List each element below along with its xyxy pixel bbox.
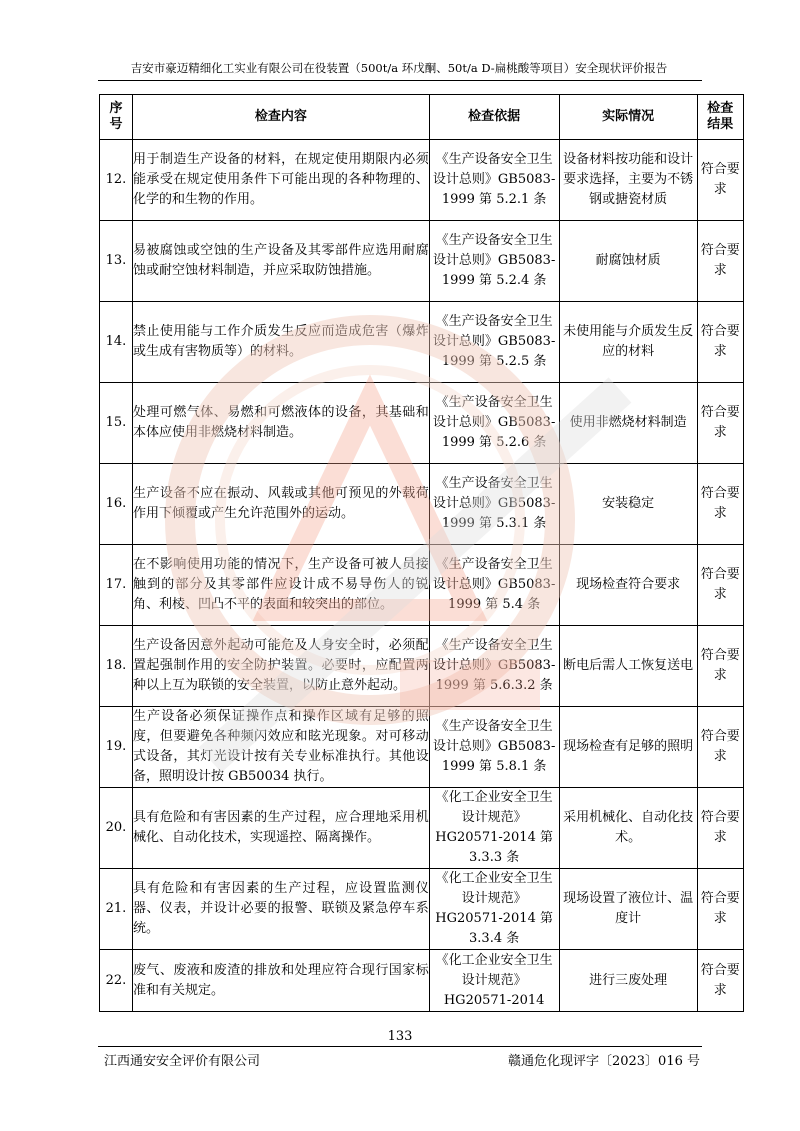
row-number: 17.	[100, 545, 133, 626]
check-content: 生产设备不应在振动、风载或其他可预见的外载荷作用下倾覆或产生允许范围外的运动。	[132, 464, 429, 545]
check-result: 符合要求	[697, 383, 743, 464]
page-number: 133	[387, 1029, 413, 1044]
actual-situation: 耐腐蚀材质	[559, 221, 697, 302]
table-row	[100, 383, 744, 464]
check-basis: 《生产设备安全卫生设计总则》GB5083-1999 第 5.3.1 条	[429, 464, 559, 545]
header-rule	[98, 80, 702, 81]
table-header-row	[100, 95, 744, 140]
check-result: 符合要求	[697, 869, 743, 950]
table-row	[100, 464, 744, 545]
check-basis: 《生产设备安全卫生设计总则》GB5083-1999 第 5.2.1 条	[429, 140, 559, 221]
actual-situation: 断电后需人工恢复送电	[559, 626, 697, 707]
check-content: 具有危险和有害因素的生产过程，应合理地采用机械化、自动化技术，实现遥控、隔离操作。	[132, 788, 429, 869]
check-basis: 《化工企业安全卫生设计规范》HG20571-2014	[429, 950, 559, 1012]
check-basis: 《生产设备安全卫生设计总则》GB5083-1999 第 5.2.5 条	[429, 302, 559, 383]
row-number: 21.	[100, 869, 133, 950]
row-number: 13.	[100, 221, 133, 302]
actual-situation: 现场检查有足够的照明	[559, 707, 697, 788]
actual-situation: 未使用能与介质发生反应的材料	[559, 302, 697, 383]
check-content: 生产设备必须保证操作点和操作区域有足够的照度，但要避免各种频闪效应和眩光现象。对可移动式设备，其灯光设计按有关专业标准执行。其他设备，照明设计按 GB50034 执行。	[132, 707, 429, 788]
actual-situation: 进行三废处理	[559, 950, 697, 1012]
row-number: 15.	[100, 383, 133, 464]
row-number: 12.	[100, 140, 133, 221]
table-row	[100, 707, 744, 788]
table-row	[100, 950, 744, 1012]
check-basis: 《生产设备安全卫生设计总则》GB5083-1999 第 5.6.3.2 条	[429, 626, 559, 707]
actual-situation: 安装稳定	[559, 464, 697, 545]
check-content: 在不影响使用功能的情况下，生产设备可被人员接触到的部分及其零部件应设计成不易导伤人的锐角、利棱、凹凸不平的表面和较突出的部位。	[132, 545, 429, 626]
check-result: 符合要求	[697, 788, 743, 869]
row-number: 18.	[100, 626, 133, 707]
row-number: 14.	[100, 302, 133, 383]
check-content: 具有危险和有害因素的生产过程，应设置监测仪器、仪表，并设计必要的报警、联锁及紧急停车系统。	[132, 869, 429, 950]
footer-report-number: 赣通危化现评字〔2023〕016 号	[507, 1054, 700, 1069]
check-basis: 《生产设备安全卫生设计总则》GB5083-1999 第 5.2.4 条	[429, 221, 559, 302]
table-row	[100, 869, 744, 950]
table-row	[100, 626, 744, 707]
actual-situation: 使用非燃烧材料制造	[559, 383, 697, 464]
row-number: 22.	[100, 950, 133, 1012]
check-result: 符合要求	[697, 464, 743, 545]
check-content: 禁止使用能与工作介质发生反应而造成危害（爆炸或生成有害物质等）的材料。	[132, 302, 429, 383]
page-header-title: 吉安市豪迈精细化工实业有限公司在役装置（500t/a 环戊酮、50t/a D-扁桃酸等项目）安全现状评价报告	[130, 61, 668, 75]
actual-situation: 设备材料按功能和设计要求选择，主要为不锈钢或搪瓷材质	[559, 140, 697, 221]
actual-situation: 采用机械化、自动化技术。	[559, 788, 697, 869]
column-header-no	[100, 95, 133, 140]
check-basis: 《化工企业安全卫生设计规范》HG20571-2014 第 3.3.4 条	[429, 869, 559, 950]
column-header-label: 序号	[109, 101, 123, 132]
column-header-label: 检查结果	[707, 101, 734, 132]
table-row	[100, 545, 744, 626]
actual-situation: 现场检查符合要求	[559, 545, 697, 626]
table-row	[100, 221, 744, 302]
row-number: 16.	[100, 464, 133, 545]
actual-situation: 现场设置了液位计、温度计	[559, 869, 697, 950]
check-basis: 《生产设备安全卫生设计总则》GB5083-1999 第 5.4 条	[429, 545, 559, 626]
table-row	[100, 788, 744, 869]
check-result: 符合要求	[697, 950, 743, 1012]
column-header-basis: 检查依据	[429, 95, 559, 140]
check-result: 符合要求	[697, 302, 743, 383]
table-row	[100, 140, 744, 221]
check-content: 用于制造生产设备的材料，在规定使用期限内必须能承受在规定使用条件下可能出现的各种物理的、化学的和生物的作用。	[132, 140, 429, 221]
check-content: 易被腐蚀或空蚀的生产设备及其零部件应选用耐腐蚀或耐空蚀材料制造，并应采取防蚀措施。	[132, 221, 429, 302]
row-number: 19.	[100, 707, 133, 788]
check-result: 符合要求	[697, 626, 743, 707]
check-result: 符合要求	[697, 140, 743, 221]
footer-rule	[98, 1046, 702, 1047]
row-number: 20.	[100, 788, 133, 869]
check-content: 生产设备因意外起动可能危及人身安全时，必须配置起强制作用的安全防护装置。必要时，应配置两种以上互为联锁的安全装置，以防止意外起动。	[132, 626, 429, 707]
check-basis: 《生产设备安全卫生设计总则》GB5083-1999 第 5.2.6 条	[429, 383, 559, 464]
column-header-result	[697, 95, 743, 140]
check-basis: 《化工企业安全卫生设计规范》HG20571-2014 第 3.3.3 条	[429, 788, 559, 869]
check-content: 处理可燃气体、易燃和可燃液体的设备，其基础和本体应使用非燃烧材料制造。	[132, 383, 429, 464]
check-basis: 《生产设备安全卫生设计总则》GB5083-1999 第 5.8.1 条	[429, 707, 559, 788]
footer-company: 江西通安安全评价有限公司	[104, 1054, 261, 1069]
inspection-table	[99, 94, 744, 1012]
check-result: 符合要求	[697, 707, 743, 788]
column-header-content: 检查内容	[132, 95, 429, 140]
check-result: 符合要求	[697, 221, 743, 302]
check-content: 废气、废液和废渣的排放和处理应符合现行国家标准和有关规定。	[132, 950, 429, 1012]
column-header-actual: 实际情况	[559, 95, 697, 140]
check-result: 符合要求	[697, 545, 743, 626]
table-row	[100, 302, 744, 383]
